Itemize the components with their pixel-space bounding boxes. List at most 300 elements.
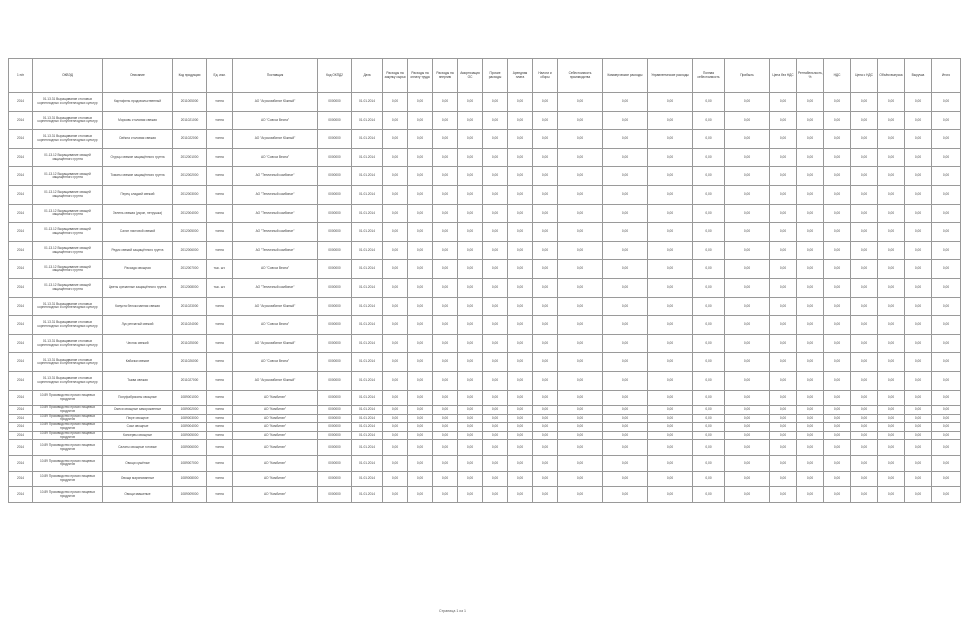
table-cell: 0,00 bbox=[383, 111, 408, 130]
table-cell: 0,00 bbox=[905, 148, 932, 167]
table-cell: 0,00 bbox=[878, 111, 905, 130]
table-cell: 0,00 bbox=[383, 241, 408, 260]
table-cell: 10.89 Производство прочих пищевых продуктов bbox=[33, 471, 103, 487]
table-cell: 0,00 bbox=[797, 390, 824, 406]
table-cell: 0,00 bbox=[458, 111, 483, 130]
table-row bbox=[9, 487, 961, 503]
table-cell: 0,00 bbox=[824, 148, 851, 167]
table-cell: АО "Агрокомбинат Южный" bbox=[233, 371, 318, 390]
column-header: ОКВЭД bbox=[33, 59, 103, 93]
table-cell: 0,00 bbox=[797, 204, 824, 223]
table-cell: 0,00 bbox=[408, 148, 433, 167]
table-cell: 0,00 bbox=[905, 406, 932, 415]
table-cell: 0,00 bbox=[458, 487, 483, 503]
table-cell: 0,00 bbox=[905, 431, 932, 440]
table-cell: 0,00 bbox=[533, 371, 558, 390]
table-cell: 0,00 bbox=[878, 440, 905, 456]
table-cell: АО "Тепличный комбинат" bbox=[233, 241, 318, 260]
table-cell: 0,00 bbox=[558, 431, 603, 440]
table-cell: 0,00 bbox=[483, 334, 508, 353]
table-cell: 0,00 bbox=[770, 334, 797, 353]
table-cell: 0,00 bbox=[558, 111, 603, 130]
table-cell: 01.01.2014 bbox=[352, 487, 383, 503]
table-cell: 0,00 bbox=[508, 297, 533, 316]
table-cell: 0,00 bbox=[878, 371, 905, 390]
table-row bbox=[9, 440, 961, 456]
table-cell: 0,00 bbox=[433, 440, 458, 456]
table-cell: 0,00 bbox=[603, 167, 648, 186]
table-cell: 0,00 bbox=[648, 471, 693, 487]
table-cell: 01.13.31 Выращивание столовых корнеплодных и клубнеплодных культур bbox=[33, 353, 103, 372]
table-cell: 0,00 bbox=[383, 167, 408, 186]
table-cell: тонна bbox=[207, 406, 233, 415]
table-cell: 0,00 bbox=[458, 316, 483, 335]
table-cell: 0,00 bbox=[932, 406, 961, 415]
table-cell: 0,00 bbox=[851, 185, 878, 204]
table-cell: Редис свежий защищённого грунта bbox=[103, 241, 173, 260]
table-cell: 0,00 bbox=[932, 353, 961, 372]
table-cell: 0,00 bbox=[433, 334, 458, 353]
table-cell: 01.01.2014 bbox=[352, 414, 383, 423]
table-cell: 0,00 bbox=[725, 316, 770, 335]
table-cell: 0,00 bbox=[797, 440, 824, 456]
table-cell: 0,00 bbox=[932, 471, 961, 487]
table-cell: 0,00 bbox=[603, 431, 648, 440]
table-cell: 0,00 bbox=[458, 423, 483, 432]
table-cell: 0,00 bbox=[932, 148, 961, 167]
table-cell: 1089008000 bbox=[173, 471, 207, 487]
table-cell: 0,00 bbox=[508, 440, 533, 456]
table-cell: 2014 bbox=[9, 167, 33, 186]
table-cell: 2014 bbox=[9, 204, 33, 223]
table-cell: 0,00 bbox=[383, 148, 408, 167]
table-cell: 0000000 bbox=[318, 185, 352, 204]
table-cell: 0,00 bbox=[932, 130, 961, 149]
table-cell: 0,00 bbox=[508, 185, 533, 204]
table-row bbox=[9, 260, 961, 279]
table-cell: 10.89 Производство прочих пищевых продуктов bbox=[33, 406, 103, 415]
table-cell: 0,00 bbox=[508, 204, 533, 223]
table-cell: 2012004000 bbox=[173, 204, 207, 223]
table-cell: 0,00 bbox=[458, 371, 483, 390]
table-cell: 0,00 bbox=[383, 278, 408, 297]
table-cell: 0000000 bbox=[318, 440, 352, 456]
table-cell: АО "Агрокомбинат Южный" bbox=[233, 297, 318, 316]
table-cell: 0,00 bbox=[558, 406, 603, 415]
table-cell: 0,00 bbox=[905, 260, 932, 279]
table-cell: 0,00 bbox=[693, 148, 725, 167]
table-cell: 0,00 bbox=[508, 93, 533, 112]
table-cell: 0000000 bbox=[318, 241, 352, 260]
table-cell: 0,00 bbox=[408, 471, 433, 487]
table-cell: 1089005000 bbox=[173, 431, 207, 440]
table-cell: 2014 bbox=[9, 297, 33, 316]
table-cell: 0,00 bbox=[458, 414, 483, 423]
table-cell: 0,00 bbox=[824, 471, 851, 487]
table-cell: 0000000 bbox=[318, 406, 352, 415]
table-cell: 01.01.2014 bbox=[352, 167, 383, 186]
table-cell: 0,00 bbox=[558, 223, 603, 242]
table-cell: АО "Совхоз Весна" bbox=[233, 111, 318, 130]
table-cell: 2014 bbox=[9, 130, 33, 149]
table-cell: 0,00 bbox=[533, 167, 558, 186]
table-cell: 0,00 bbox=[603, 278, 648, 297]
table-cell: 0,00 bbox=[905, 130, 932, 149]
table-cell: 0,00 bbox=[725, 487, 770, 503]
table-cell: 2014 bbox=[9, 423, 33, 432]
table-cell: 0,00 bbox=[603, 260, 648, 279]
table-cell: 0,00 bbox=[483, 130, 508, 149]
table-cell: 0,00 bbox=[433, 185, 458, 204]
table-cell: 0,00 bbox=[851, 260, 878, 279]
table-cell: 0,00 bbox=[383, 390, 408, 406]
table-cell: 0,00 bbox=[725, 148, 770, 167]
table-cell: тонна bbox=[207, 353, 233, 372]
table-cell: 0,00 bbox=[648, 185, 693, 204]
table-cell: АО "Агрокомбинат Южный" bbox=[233, 334, 318, 353]
table-cell: 0,00 bbox=[932, 316, 961, 335]
column-header: Полная себестоимость bbox=[693, 59, 725, 93]
table-cell: тонна bbox=[207, 130, 233, 149]
table-cell: 0,00 bbox=[533, 406, 558, 415]
table-cell: тонна bbox=[207, 456, 233, 472]
table-cell: 01.01.2014 bbox=[352, 223, 383, 242]
table-cell: 0,00 bbox=[458, 260, 483, 279]
table-cell: 0,00 bbox=[693, 93, 725, 112]
table-cell: 0,00 bbox=[508, 471, 533, 487]
table-cell: 0,00 bbox=[693, 316, 725, 335]
table-cell: 0,00 bbox=[725, 130, 770, 149]
table-cell: 0,00 bbox=[693, 223, 725, 242]
table-cell: 0,00 bbox=[533, 334, 558, 353]
table-cell: 2014 bbox=[9, 406, 33, 415]
table-cell: 0,00 bbox=[851, 278, 878, 297]
table-cell: 0,00 bbox=[458, 456, 483, 472]
table-cell: 0,00 bbox=[508, 278, 533, 297]
table-cell: тонна bbox=[207, 440, 233, 456]
table-cell: 0,00 bbox=[458, 431, 483, 440]
table-cell: 0,00 bbox=[408, 130, 433, 149]
table-cell: АО "Агрокомбинат Южный" bbox=[233, 130, 318, 149]
table-cell: 0,00 bbox=[824, 185, 851, 204]
table-cell: Пюре овощное bbox=[103, 414, 173, 423]
column-header: Рентабельность, % bbox=[797, 59, 824, 93]
table-cell: 01.01.2014 bbox=[352, 423, 383, 432]
table-row bbox=[9, 93, 961, 112]
table-cell: тонна bbox=[207, 487, 233, 503]
table-cell: 0,00 bbox=[648, 130, 693, 149]
table-cell: 0,00 bbox=[693, 260, 725, 279]
table-cell: 0,00 bbox=[824, 204, 851, 223]
table-cell: 0,00 bbox=[725, 260, 770, 279]
table-cell: 0,00 bbox=[797, 423, 824, 432]
table-cell: Тыква свежая bbox=[103, 371, 173, 390]
table-cell: 0000000 bbox=[318, 431, 352, 440]
table-cell: 0,00 bbox=[725, 423, 770, 432]
table-cell: 10.89 Производство прочих пищевых продуктов bbox=[33, 456, 103, 472]
table-cell: 0,00 bbox=[932, 111, 961, 130]
table-row bbox=[9, 353, 961, 372]
table-cell: 0,00 bbox=[851, 223, 878, 242]
table-cell: 0,00 bbox=[433, 406, 458, 415]
table-cell: АО "Комбинат" bbox=[233, 487, 318, 503]
table-cell: 2012001000 bbox=[173, 148, 207, 167]
table-cell: 0,00 bbox=[383, 316, 408, 335]
table-cell: 0,00 bbox=[905, 471, 932, 487]
table-cell: 0,00 bbox=[770, 130, 797, 149]
table-cell: 0,00 bbox=[905, 316, 932, 335]
table-cell: 2014 bbox=[9, 390, 33, 406]
table-cell: 0,00 bbox=[824, 93, 851, 112]
table-cell: 0,00 bbox=[693, 204, 725, 223]
table-cell: 0,00 bbox=[603, 371, 648, 390]
table-cell: АО "Комбинат" bbox=[233, 440, 318, 456]
table-cell: 0,00 bbox=[797, 223, 824, 242]
table-cell: 0,00 bbox=[725, 353, 770, 372]
table-row bbox=[9, 185, 961, 204]
table-cell: АО "Комбинат" bbox=[233, 390, 318, 406]
table-cell: 0,00 bbox=[533, 423, 558, 432]
table-cell: 0,00 bbox=[433, 414, 458, 423]
table-cell: 0,00 bbox=[433, 111, 458, 130]
table-cell: 0,00 bbox=[797, 297, 824, 316]
table-cell: 0,00 bbox=[851, 93, 878, 112]
table-cell: 0000000 bbox=[318, 130, 352, 149]
table-cell: 0,00 bbox=[824, 423, 851, 432]
table-cell: 0,00 bbox=[725, 297, 770, 316]
table-cell: 0000000 bbox=[318, 93, 352, 112]
table-cell: 0,00 bbox=[458, 223, 483, 242]
table-cell: 0,00 bbox=[483, 487, 508, 503]
table-cell: 0,00 bbox=[725, 390, 770, 406]
table-cell: Перец сладкий свежий bbox=[103, 185, 173, 204]
table-cell: тонна bbox=[207, 423, 233, 432]
table-cell: 0,00 bbox=[770, 406, 797, 415]
table-cell: 0,00 bbox=[558, 440, 603, 456]
table-cell: 0,00 bbox=[433, 353, 458, 372]
table-cell: 0,00 bbox=[408, 167, 433, 186]
table-cell: Капуста белокочанная свежая bbox=[103, 297, 173, 316]
table-cell: 0,00 bbox=[905, 390, 932, 406]
table-cell: 1089004000 bbox=[173, 423, 207, 432]
table-cell: 0,00 bbox=[483, 371, 508, 390]
table-cell: 0,00 bbox=[603, 334, 648, 353]
table-cell: 0,00 bbox=[932, 297, 961, 316]
table-cell: Салат листовой свежий bbox=[103, 223, 173, 242]
table-cell: 0000000 bbox=[318, 334, 352, 353]
column-header: Расходы на закупку сырья bbox=[383, 59, 408, 93]
table-cell: 0,00 bbox=[433, 431, 458, 440]
table-cell: 0,00 bbox=[851, 316, 878, 335]
table-cell: 0,00 bbox=[408, 260, 433, 279]
table-cell: 0,00 bbox=[797, 93, 824, 112]
table-cell: 0,00 bbox=[508, 487, 533, 503]
table-cell: 0,00 bbox=[558, 260, 603, 279]
table-cell: 0000000 bbox=[318, 487, 352, 503]
table-cell: 0,00 bbox=[558, 241, 603, 260]
table-cell: 0,00 bbox=[693, 278, 725, 297]
table-cell: 0,00 bbox=[433, 390, 458, 406]
table-row bbox=[9, 423, 961, 432]
column-header: НДС bbox=[824, 59, 851, 93]
table-cell: АО "Тепличный комбинат" bbox=[233, 204, 318, 223]
table-cell: 0,00 bbox=[603, 111, 648, 130]
table-cell: 0,00 bbox=[458, 353, 483, 372]
table-cell: 0,00 bbox=[824, 297, 851, 316]
table-cell: 0,00 bbox=[725, 223, 770, 242]
table-cell: 0,00 bbox=[508, 371, 533, 390]
table-cell: 0,00 bbox=[905, 297, 932, 316]
table-cell: 0,00 bbox=[797, 316, 824, 335]
table-cell: 0,00 bbox=[533, 241, 558, 260]
table-cell: 0,00 bbox=[483, 204, 508, 223]
table-cell: 0,00 bbox=[770, 390, 797, 406]
table-cell: 0,00 bbox=[603, 487, 648, 503]
table-cell: 0,00 bbox=[824, 414, 851, 423]
table-cell: 0,00 bbox=[648, 111, 693, 130]
table-cell: 0,00 bbox=[603, 148, 648, 167]
table-cell: 0,00 bbox=[770, 423, 797, 432]
table-cell: 01.01.2014 bbox=[352, 406, 383, 415]
table-cell: 0,00 bbox=[558, 487, 603, 503]
table-cell: 01.13.31 Выращивание столовых корнеплодных и клубнеплодных культур bbox=[33, 371, 103, 390]
table-cell: 01.13.31 Выращивание столовых корнеплодных и клубнеплодных культур bbox=[33, 334, 103, 353]
table-cell: 2012005000 bbox=[173, 223, 207, 242]
table-cell: 2014 bbox=[9, 471, 33, 487]
table-cell: Кабачки свежие bbox=[103, 353, 173, 372]
table-cell: 0,00 bbox=[648, 423, 693, 432]
table-cell: тонна bbox=[207, 241, 233, 260]
table-cell: 0,00 bbox=[693, 185, 725, 204]
table-cell: 0,00 bbox=[797, 111, 824, 130]
table-row bbox=[9, 456, 961, 472]
table-cell: 0,00 bbox=[383, 487, 408, 503]
table-cell: 01.01.2014 bbox=[352, 471, 383, 487]
table-cell: 0,00 bbox=[851, 371, 878, 390]
table-row bbox=[9, 148, 961, 167]
table-cell: 0,00 bbox=[533, 93, 558, 112]
table-cell: 0,00 bbox=[905, 487, 932, 503]
table-cell: 0,00 bbox=[558, 167, 603, 186]
table-cell: тонна bbox=[207, 371, 233, 390]
table-cell: АО "Комбинат" bbox=[233, 423, 318, 432]
table-cell: 0000000 bbox=[318, 204, 352, 223]
table-cell: 0,00 bbox=[408, 390, 433, 406]
table-cell: 0,00 bbox=[725, 334, 770, 353]
table-cell: 0,00 bbox=[383, 223, 408, 242]
table-cell: 0,00 bbox=[878, 185, 905, 204]
table-cell: 0,00 bbox=[558, 414, 603, 423]
table-cell: 0,00 bbox=[383, 185, 408, 204]
table-cell: 0,00 bbox=[878, 353, 905, 372]
table-cell: 01.01.2014 bbox=[352, 130, 383, 149]
table-cell: 1089009000 bbox=[173, 487, 207, 503]
table-cell: 0,00 bbox=[932, 241, 961, 260]
table-cell: 01.13.31 Выращивание столовых корнеплодных и клубнеплодных культур bbox=[33, 316, 103, 335]
table-cell: 0,00 bbox=[433, 487, 458, 503]
column-header: Цена с НДС bbox=[851, 59, 878, 93]
table-cell: 0,00 bbox=[770, 111, 797, 130]
table-cell: 0,00 bbox=[932, 204, 961, 223]
table-cell: 0,00 bbox=[483, 260, 508, 279]
table-cell: 2014 bbox=[9, 185, 33, 204]
table-cell: 0,00 bbox=[458, 334, 483, 353]
table-cell: 0,00 bbox=[770, 260, 797, 279]
table-row bbox=[9, 371, 961, 390]
column-header: Себестоимость производства bbox=[558, 59, 603, 93]
table-cell: тонна bbox=[207, 204, 233, 223]
table-cell: 0,00 bbox=[797, 431, 824, 440]
table-cell: 0,00 bbox=[851, 148, 878, 167]
table-cell: 01.01.2014 bbox=[352, 148, 383, 167]
table-cell: 0000000 bbox=[318, 423, 352, 432]
table-cell: 0,00 bbox=[693, 414, 725, 423]
table-cell: 2014 bbox=[9, 487, 33, 503]
table-cell: 0,00 bbox=[533, 297, 558, 316]
column-header: Налоги и сборы bbox=[533, 59, 558, 93]
table-cell: 0,00 bbox=[725, 204, 770, 223]
table-cell: 0,00 bbox=[770, 148, 797, 167]
table-cell: 0,00 bbox=[433, 241, 458, 260]
table-cell: 0,00 bbox=[851, 423, 878, 432]
table-cell: Рассада овощная bbox=[103, 260, 173, 279]
table-cell: 0,00 bbox=[508, 167, 533, 186]
table-cell: 0,00 bbox=[648, 431, 693, 440]
table-cell: 0,00 bbox=[648, 204, 693, 223]
table-cell: 0,00 bbox=[458, 148, 483, 167]
table-row bbox=[9, 241, 961, 260]
table-cell: 2011025000 bbox=[173, 334, 207, 353]
table-cell: 0,00 bbox=[905, 93, 932, 112]
table-cell: 0,00 bbox=[878, 316, 905, 335]
table-cell: 0,00 bbox=[932, 371, 961, 390]
table-cell: 0,00 bbox=[408, 278, 433, 297]
table-cell: 0,00 bbox=[770, 185, 797, 204]
table-cell: 0,00 bbox=[533, 316, 558, 335]
table-cell: 0,00 bbox=[508, 111, 533, 130]
table-cell: 0,00 bbox=[693, 440, 725, 456]
table-cell: 01.13.12 Выращивание овощей защищённого грунта bbox=[33, 185, 103, 204]
table-cell: 0,00 bbox=[770, 316, 797, 335]
table-cell: 0,00 bbox=[483, 423, 508, 432]
table-cell: 0,00 bbox=[905, 414, 932, 423]
table-cell: 0,00 bbox=[824, 167, 851, 186]
table-cell: 0,00 bbox=[905, 185, 932, 204]
table-cell: 0,00 bbox=[905, 204, 932, 223]
table-cell: 0,00 bbox=[483, 223, 508, 242]
table-cell: 0,00 bbox=[483, 440, 508, 456]
table-cell: 0,00 bbox=[878, 241, 905, 260]
table-cell: 0,00 bbox=[770, 93, 797, 112]
table-cell: 0,00 bbox=[824, 371, 851, 390]
table-cell: 2011023000 bbox=[173, 297, 207, 316]
table-cell: 1089003000 bbox=[173, 414, 207, 423]
table-cell: тонна bbox=[207, 471, 233, 487]
table-cell: 0,00 bbox=[408, 185, 433, 204]
table-cell: 2014 bbox=[9, 353, 33, 372]
table-cell: 0,00 bbox=[533, 390, 558, 406]
table-cell: 0,00 bbox=[905, 440, 932, 456]
table-cell: 0,00 bbox=[408, 431, 433, 440]
table-row bbox=[9, 130, 961, 149]
table-cell: 0,00 bbox=[458, 130, 483, 149]
table-cell: АО "Совхоз Весна" bbox=[233, 316, 318, 335]
table-cell: 0000000 bbox=[318, 390, 352, 406]
table-cell: 0000000 bbox=[318, 353, 352, 372]
table-cell: 0000000 bbox=[318, 167, 352, 186]
table-cell: 0,00 bbox=[932, 423, 961, 432]
table-cell: 0,00 bbox=[433, 456, 458, 472]
